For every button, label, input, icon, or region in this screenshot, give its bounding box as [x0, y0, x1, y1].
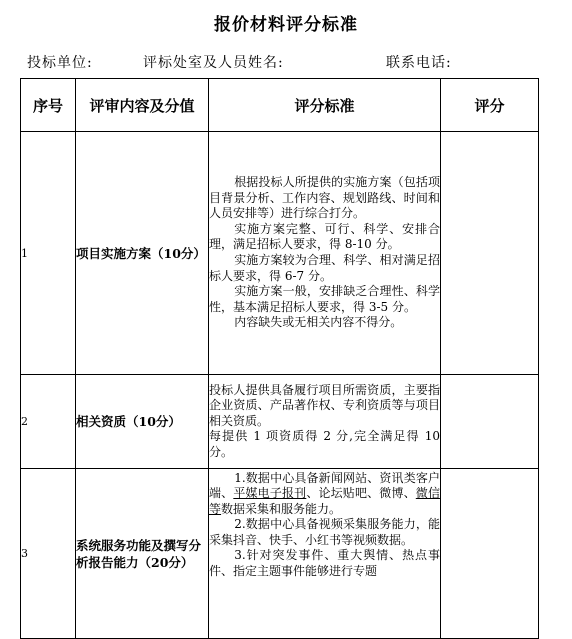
bidder-label: 投标单位: [27, 55, 93, 71]
criteria-paragraph: 2.数据中心具备视频采集服务能力，能采集抖音、快手、小红书等视频数据。 [209, 517, 440, 547]
table-row [21, 375, 539, 469]
row-seq: 2 [21, 375, 76, 469]
row-criteria [209, 132, 441, 375]
table-row [21, 132, 539, 375]
phone-label: 联系电话: [386, 55, 452, 71]
score-cell[interactable] [441, 375, 539, 469]
criteria-paragraph: 实施方案一般，安排缺乏合理性、科学性，基本满足招标人要求，得 3-5 分。 [209, 284, 440, 314]
row-seq: 1 [21, 132, 76, 375]
criteria-paragraph: 实施方案完整、可行、科学、安排合理，满足招标人要求，得 8-10 分。 [209, 221, 440, 252]
header-score: 评分 [441, 79, 539, 132]
criteria-paragraph: 投标人提供具备履行项目所需资质，主要指企业资质、产品著作权、专利资质等与项目相关资质。 [209, 382, 440, 428]
evaluator-label: 评标处室及人员姓名: [143, 55, 284, 71]
table-header-row [21, 79, 539, 132]
row-criteria [209, 469, 441, 639]
criteria-paragraph: 内容缺失或无相关内容不得分。 [234, 315, 403, 330]
row-seq: 3 [21, 469, 76, 639]
row-criteria [209, 375, 441, 469]
criteria-paragraph: 实施方案较为合理、科学、相对满足招标人要求，得 6-7 分。 [209, 253, 440, 283]
criteria-paragraph: 3.针对突发事件、重大舆情、热点事件、指定主题事件能够进行专题 [209, 548, 440, 579]
document-title: 报价材料评分标准 [214, 15, 358, 35]
header-item: 评审内容及分值 [76, 79, 209, 132]
scoring-table [20, 78, 539, 639]
criteria-paragraph: 1.数据中心具备新闻网站、资讯类客户端、平媒电子报刊、论坛贴吧、微博、微信等数据采集和服务能力。 [209, 470, 440, 516]
score-cell[interactable] [441, 469, 539, 639]
criteria-paragraph: 每提供 1 项资质得 2 分,完全满足得 10 分。 [209, 429, 440, 459]
table-row [21, 469, 539, 639]
header-criteria: 评分标准 [209, 79, 441, 132]
row-item: 项目实施方案（10分） [76, 132, 209, 375]
header-seq: 序号 [21, 79, 76, 132]
row-item: 系统服务功能及撰写分析报告能力（20分） [76, 469, 209, 639]
criteria-paragraph: 根据投标人所提供的实施方案（包括项目背景分析、工作内容、规划路线、时间和人员安排等）进行综合打分。 [209, 175, 440, 221]
score-cell[interactable] [441, 132, 539, 375]
row-item: 相关资质（10分） [76, 375, 209, 469]
